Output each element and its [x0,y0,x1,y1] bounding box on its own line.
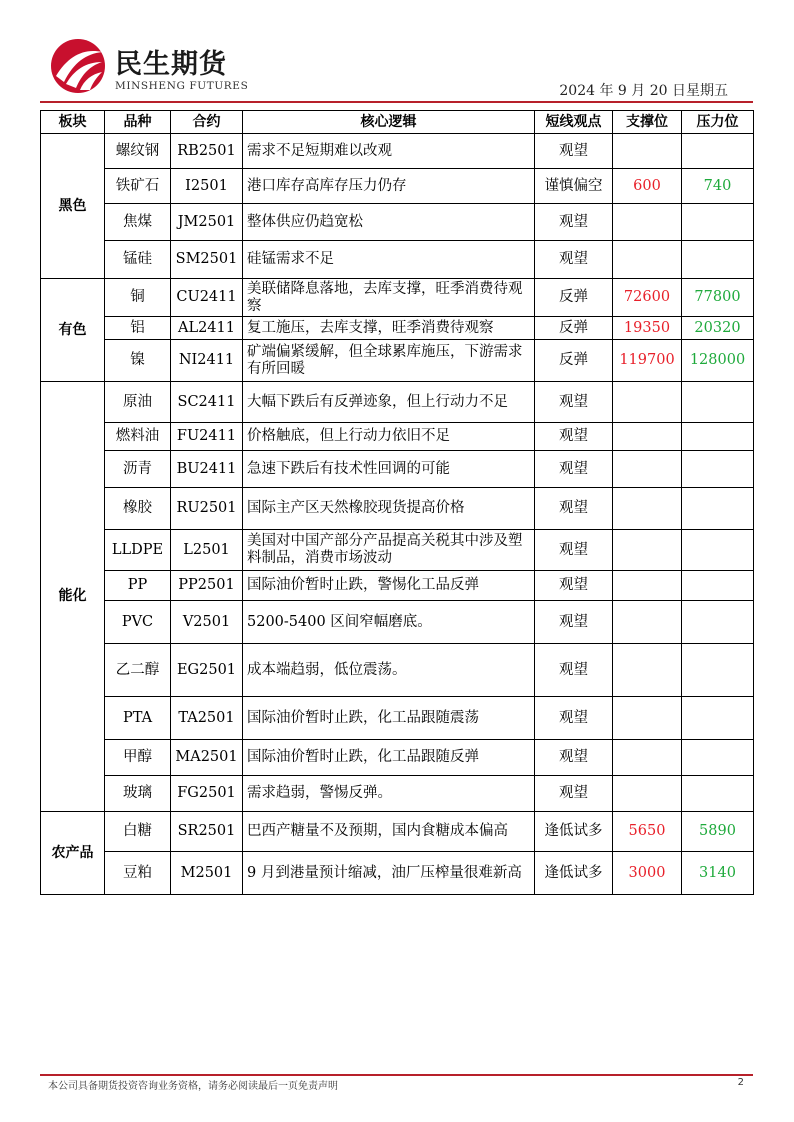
logic-cell: 大幅下跌后有反弹迹象，但上行动力不足 [243,382,535,423]
contract-cell: RB2501 [171,134,243,169]
logic-cell: 需求不足短期难以改观 [243,134,535,169]
support-cell [613,697,682,740]
logic-cell: 巴西产糖量不及预期，国内食糖成本偏高 [243,812,535,852]
footer-divider [40,1074,753,1076]
contract-cell: L2501 [171,530,243,571]
variety-cell: 玻璃 [105,776,171,812]
sector-cell: 有色 [41,279,105,382]
support-cell: 72600 [613,279,682,317]
table-row [41,451,754,488]
table-row [41,852,754,895]
variety-cell: PVC [105,601,171,644]
contract-cell: NI2411 [171,340,243,382]
contract-cell: MA2501 [171,740,243,776]
support-cell [613,241,682,279]
view-cell: 观望 [535,571,613,601]
logic-cell: 美国对中国产部分产品提高关税其中涉及塑料制品，消费市场波动 [243,530,535,571]
column-header: 短线观点 [535,111,613,134]
view-cell: 观望 [535,204,613,241]
table-row [41,740,754,776]
brand-name-en: MINSHENG FUTURES [115,80,249,92]
contract-cell: TA2501 [171,697,243,740]
variety-cell: PP [105,571,171,601]
resistance-cell [682,697,754,740]
view-cell: 观望 [535,644,613,697]
resistance-cell: 3140 [682,852,754,895]
view-cell: 观望 [535,241,613,279]
resistance-cell [682,204,754,241]
column-header: 板块 [41,111,105,134]
support-cell [613,423,682,451]
view-cell: 谨慎偏空 [535,169,613,204]
column-header: 压力位 [682,111,754,134]
support-cell [613,488,682,530]
logic-cell: 国际油价暂时止跌，化工品跟随震荡 [243,697,535,740]
variety-cell: PTA [105,697,171,740]
table-row [41,204,754,241]
contract-cell: PP2501 [171,571,243,601]
contract-cell: EG2501 [171,644,243,697]
support-cell: 5650 [613,812,682,852]
view-cell: 反弹 [535,317,613,340]
logic-cell: 5200-5400 区间窄幅磨底。 [243,601,535,644]
view-cell: 观望 [535,530,613,571]
support-cell: 119700 [613,340,682,382]
support-cell [613,451,682,488]
contract-cell: CU2411 [171,279,243,317]
resistance-cell [682,776,754,812]
resistance-cell [682,382,754,423]
view-cell: 观望 [535,601,613,644]
variety-cell: 沥青 [105,451,171,488]
contract-cell: SM2501 [171,241,243,279]
table-row [41,488,754,530]
contract-cell: SR2501 [171,812,243,852]
variety-cell: 燃料油 [105,423,171,451]
table-row [41,530,754,571]
contract-cell: BU2411 [171,451,243,488]
table-row [41,241,754,279]
table-row [41,169,754,204]
table-row [41,382,754,423]
logic-cell: 国际主产区天然橡胶现货提高价格 [243,488,535,530]
footer-disclaimer: 本公司具备期货投资咨询业务资格，请务必阅读最后一页免责声明 [48,1081,338,1092]
contract-cell: RU2501 [171,488,243,530]
variety-cell: 橡胶 [105,488,171,530]
resistance-cell: 5890 [682,812,754,852]
column-header: 支撑位 [613,111,682,134]
variety-cell: 甲醇 [105,740,171,776]
support-cell: 600 [613,169,682,204]
column-header: 核心逻辑 [243,111,535,134]
support-cell [613,571,682,601]
variety-cell: 乙二醇 [105,644,171,697]
support-cell [613,204,682,241]
logic-cell: 需求趋弱，警惕反弹。 [243,776,535,812]
support-cell [613,134,682,169]
table-row [41,644,754,697]
view-cell: 观望 [535,382,613,423]
logic-cell: 矿端偏紧缓解，但全球累库施压，下游需求有所回暖 [243,340,535,382]
view-cell: 反弹 [535,279,613,317]
header-divider [40,101,753,103]
variety-cell: 白糖 [105,812,171,852]
logic-cell: 国际油价暂时止跌，化工品跟随反弹 [243,740,535,776]
variety-cell: 铝 [105,317,171,340]
contract-cell: FU2411 [171,423,243,451]
support-cell [613,530,682,571]
resistance-cell [682,423,754,451]
view-cell: 观望 [535,488,613,530]
page-number: 2 [737,1077,744,1088]
resistance-cell [682,134,754,169]
resistance-cell [682,451,754,488]
sector-cell: 农产品 [41,812,105,895]
resistance-cell [682,571,754,601]
variety-cell: 焦煤 [105,204,171,241]
sector-cell: 能化 [41,382,105,812]
table-row [41,776,754,812]
table-row [41,571,754,601]
column-header: 合约 [171,111,243,134]
view-cell: 观望 [535,423,613,451]
sector-cell: 黑色 [41,134,105,279]
variety-cell: 螺纹钢 [105,134,171,169]
resistance-cell [682,488,754,530]
view-cell: 观望 [535,134,613,169]
table-row [41,423,754,451]
contract-cell: M2501 [171,852,243,895]
resistance-cell: 20320 [682,317,754,340]
resistance-cell [682,601,754,644]
table-row [41,697,754,740]
table-row [41,340,754,382]
view-cell: 反弹 [535,340,613,382]
table-row [41,601,754,644]
page-header [0,0,794,110]
logic-cell: 硅锰需求不足 [243,241,535,279]
logic-cell: 港口库存高库存压力仍存 [243,169,535,204]
support-cell [613,740,682,776]
view-cell: 逢低试多 [535,812,613,852]
variety-cell: 铜 [105,279,171,317]
table-row [41,812,754,852]
support-cell [613,644,682,697]
table-row [41,317,754,340]
table-header-row [41,111,754,134]
logic-cell: 复工施压，去库支撑，旺季消费待观察 [243,317,535,340]
resistance-cell [682,740,754,776]
column-header: 品种 [105,111,171,134]
support-cell [613,382,682,423]
variety-cell: 锰硅 [105,241,171,279]
contract-cell: V2501 [171,601,243,644]
variety-cell: LLDPE [105,530,171,571]
resistance-cell: 740 [682,169,754,204]
contract-cell: FG2501 [171,776,243,812]
resistance-cell [682,530,754,571]
resistance-cell: 77800 [682,279,754,317]
resistance-cell [682,644,754,697]
contract-cell: SC2411 [171,382,243,423]
logic-cell: 成本端趋弱，低位震荡。 [243,644,535,697]
brand-name-cn: 民生期货 [115,49,227,80]
view-cell: 观望 [535,740,613,776]
logic-cell: 9 月到港量预计缩减，油厂压榨量很难新高 [243,852,535,895]
view-cell: 观望 [535,776,613,812]
resistance-cell [682,241,754,279]
support-cell: 3000 [613,852,682,895]
minsheng-logo-icon [50,38,106,94]
variety-cell: 原油 [105,382,171,423]
logic-cell: 整体供应仍趋宽松 [243,204,535,241]
view-cell: 逢低试多 [535,852,613,895]
logic-cell: 美联储降息落地，去库支撑，旺季消费待观察 [243,279,535,317]
variety-cell: 铁矿石 [105,169,171,204]
contract-cell: JM2501 [171,204,243,241]
strategy-table [40,110,754,895]
table-row [41,279,754,317]
variety-cell: 豆粕 [105,852,171,895]
logic-cell: 价格触底，但上行动力依旧不足 [243,423,535,451]
support-cell [613,601,682,644]
support-cell: 19350 [613,317,682,340]
table-row [41,134,754,169]
view-cell: 观望 [535,697,613,740]
logic-cell: 急速下跌后有技术性回调的可能 [243,451,535,488]
support-cell [613,776,682,812]
contract-cell: AL2411 [171,317,243,340]
logic-cell: 国际油价暂时止跌，警惕化工品反弹 [243,571,535,601]
contract-cell: I2501 [171,169,243,204]
view-cell: 观望 [535,451,613,488]
resistance-cell: 128000 [682,340,754,382]
report-date: 2024 年 9 月 20 日星期五 [559,83,728,99]
variety-cell: 镍 [105,340,171,382]
